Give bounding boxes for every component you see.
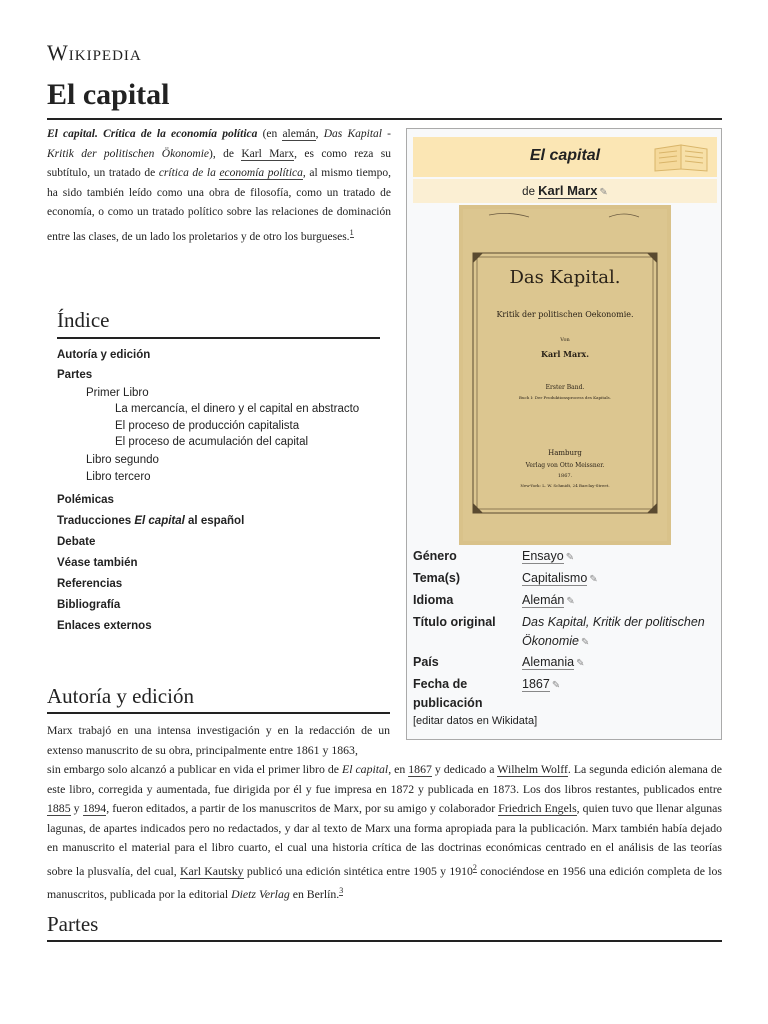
toc-item-bibliografia[interactable]: Bibliografía bbox=[57, 598, 121, 611]
para-text: , fueron editados, a partir de los manuscritos de Marx, por su amigo y colaborador bbox=[106, 801, 499, 816]
toc-item-primer-libro[interactable]: Primer Libro bbox=[86, 387, 149, 399]
cover-city: Hamburg bbox=[548, 449, 582, 457]
infobox-value bbox=[522, 547, 712, 567]
toc-text: Traducciones bbox=[57, 514, 135, 527]
section-divider bbox=[47, 940, 722, 942]
cover-printer: New-York: L. W. Schmidt, 24 Barclay-Street. bbox=[520, 483, 610, 488]
cover-von: Von bbox=[560, 337, 570, 343]
toc-item-vease[interactable]: Véase también bbox=[57, 556, 138, 569]
link-1894[interactable]: 1894 bbox=[82, 801, 107, 816]
para-text: sin embargo solo alcanzó a publicar en vida el primer libro de bbox=[47, 762, 342, 776]
para-text: . La segunda edición alemana de este libro, corregida y aumentada, fue dirigida por él y fue impresa en 1872 y publicada en 1873. Los dos libros restantes, publicados entre bbox=[47, 762, 722, 796]
toc-text: El capital bbox=[134, 514, 185, 527]
edit-pencil-icon[interactable]: ✎ bbox=[589, 574, 598, 585]
para-text: , en bbox=[388, 762, 409, 776]
infobox-value bbox=[522, 569, 712, 589]
link-wilhelm-wolff[interactable]: Wilhelm Wolff bbox=[497, 762, 568, 776]
original-title-value: Das Kapital, Kritik der politischen Ökonomie bbox=[522, 615, 705, 648]
table-of-contents bbox=[57, 308, 380, 637]
link-ensayo[interactable]: Ensayo bbox=[522, 549, 564, 563]
cover-buch: Buch I: Der Produktionsprocess des Kapitals. bbox=[519, 395, 611, 400]
cover-title: Das Kapital. bbox=[509, 267, 621, 288]
infobox-author-link[interactable]: Karl Marx bbox=[538, 183, 598, 198]
infobox-row-pais bbox=[413, 653, 717, 672]
infobox-label: Título original bbox=[413, 615, 496, 629]
link-aleman[interactable]: alemán bbox=[282, 128, 316, 140]
link-karl-marx[interactable]: Karl Marx bbox=[241, 147, 295, 160]
infobox-value bbox=[522, 675, 712, 695]
link-alemania[interactable]: Alemania bbox=[522, 655, 575, 669]
cover-subtitle: Kritik der politischen Oekonomie. bbox=[496, 310, 634, 319]
edit-pencil-icon[interactable]: ✎ bbox=[599, 187, 608, 198]
edit-pencil-icon[interactable]: ✎ bbox=[551, 680, 561, 691]
para-text: en Berlín. bbox=[289, 887, 340, 902]
link-friedrich-engels[interactable]: Friedrich Engels bbox=[498, 801, 577, 816]
section-heading-autoria: Autoría y edición bbox=[47, 684, 194, 708]
edit-pencil-icon[interactable]: ✎ bbox=[580, 637, 590, 648]
toc-item-produccion[interactable]: El proceso de producción capitalista bbox=[115, 419, 300, 432]
cover-band: Erster Band. bbox=[545, 384, 585, 391]
infobox bbox=[406, 128, 722, 740]
infobox-row-fecha bbox=[413, 675, 717, 713]
intro-text: , bbox=[315, 128, 324, 140]
paragraph-autoria-1: Marx trabajó en una intensa investigación y en la redacción de un extenso manuscrito de su obra, principalmente entre 1861 y 1863, bbox=[47, 723, 390, 757]
toc-item-referencias[interactable]: Referencias bbox=[57, 577, 123, 590]
infobox-label: Fecha de publicación bbox=[413, 677, 483, 710]
para-text: y dedicado a bbox=[431, 762, 498, 776]
link-karl-kautsky[interactable]: Karl Kautsky bbox=[180, 863, 244, 878]
intro-bold-title: El capital. Crítica de la economía política bbox=[47, 128, 258, 140]
para-text: conociéndose en 1956 una edición completa de los manuscritos, publicada por la editorial bbox=[47, 863, 722, 902]
link-1867-infobox[interactable]: 1867 bbox=[522, 677, 550, 691]
toc-item-traducciones[interactable] bbox=[57, 511, 380, 532]
para-italic: Dietz Verlag bbox=[231, 887, 290, 902]
infobox-label: País bbox=[413, 655, 439, 669]
cover-publisher: Verlag von Otto Meissner. bbox=[525, 462, 605, 469]
infobox-value bbox=[522, 613, 712, 652]
book-cover-image[interactable] bbox=[459, 205, 671, 545]
cover-year: 1867. bbox=[557, 473, 573, 479]
infobox-value bbox=[522, 591, 712, 611]
toc-item-polemicas[interactable]: Polémicas bbox=[57, 493, 114, 506]
toc-item-autoria[interactable]: Autoría y edición bbox=[57, 349, 151, 361]
toc-item-mercancia[interactable]: La mercancía, el dinero y el capital en abstracto bbox=[115, 403, 360, 415]
reference-3[interactable]: 3 bbox=[339, 886, 344, 896]
infobox-row-tema bbox=[413, 569, 717, 588]
infobox-label: Tema(s) bbox=[413, 571, 461, 585]
paragraph-autoria-2 bbox=[47, 760, 722, 905]
toc-item-debate[interactable]: Debate bbox=[57, 535, 96, 548]
intro-text: (en bbox=[257, 128, 283, 140]
wikipedia-logo[interactable]: Wikipedia bbox=[47, 40, 142, 65]
edit-pencil-icon[interactable]: ✎ bbox=[566, 596, 575, 607]
infobox-author bbox=[413, 179, 717, 203]
toc-item-libro-segundo[interactable]: Libro segundo bbox=[86, 453, 159, 466]
toc-item-libro-tercero[interactable]: Libro tercero bbox=[86, 470, 151, 483]
edit-pencil-icon[interactable]: ✎ bbox=[576, 658, 585, 669]
intro-original-title: Das Kapital - Kritik der politischen Ökonomie bbox=[47, 128, 391, 160]
edit-pencil-icon[interactable]: ✎ bbox=[565, 552, 575, 563]
infobox-row-idioma bbox=[413, 591, 717, 610]
infobox-label: Idioma bbox=[413, 593, 454, 607]
toc-text: al español bbox=[184, 514, 245, 527]
author-prefix: de bbox=[522, 186, 539, 198]
link-1867[interactable]: 1867 bbox=[408, 762, 432, 776]
para-italic: El capital bbox=[341, 762, 389, 776]
infobox-value bbox=[522, 653, 712, 673]
reference-2[interactable]: 2 bbox=[472, 862, 477, 872]
para-text: , quien tuvo que llenar algunas lagunas, de apartes indicados pero no redactados, y dar al texto de Marx una forma apropiada para la publicación. Marx también había dejado en manuscrito el material para el libro cuarto, el cual una historia crítica de las doctrinas económicas centrado en el análisis de las teorías sobre la plusvalía, del cual, bbox=[47, 801, 722, 878]
toc-title: Índice bbox=[57, 308, 380, 339]
cover-author: Karl Marx. bbox=[541, 349, 589, 359]
section-heading-partes: Partes bbox=[47, 912, 99, 936]
toc-item-partes[interactable]: Partes bbox=[57, 369, 93, 381]
infobox-title: El capital bbox=[529, 147, 601, 164]
infobox-header bbox=[413, 137, 717, 177]
intro-text: , al mismo tiempo, ha sido también leído como una obra de filosofía, como un tratado de economía, o como un tratado político sobre las relaciones de dominación entre las clases, de un lado los proletarios y de otro los burgueses. bbox=[47, 167, 391, 243]
infobox-row-titulo bbox=[413, 613, 717, 651]
link-aleman-infobox[interactable]: Alemán bbox=[522, 593, 565, 607]
page-title: El capital bbox=[47, 78, 170, 111]
intro-text: ), de bbox=[209, 147, 242, 160]
intro-italic: crítica de la bbox=[158, 167, 220, 180]
toc-item-acumulacion[interactable]: El proceso de acumulación del capital bbox=[115, 436, 309, 448]
edit-wikidata-link[interactable]: [editar datos en Wikidata] bbox=[413, 715, 538, 727]
section-divider bbox=[47, 712, 390, 714]
link-economia-politica[interactable]: economía política bbox=[219, 167, 303, 180]
title-divider bbox=[47, 118, 722, 120]
link-1885[interactable]: 1885 bbox=[47, 801, 71, 816]
infobox-label: Género bbox=[413, 549, 457, 563]
intro-paragraph bbox=[47, 125, 391, 247]
para-text: publicó una edición sintética entre 1905 y 1910 bbox=[243, 863, 473, 878]
intro-text: , es como reza su subtítulo, un tratado de bbox=[47, 147, 392, 180]
toc-item-enlaces[interactable]: Enlaces externos bbox=[57, 619, 152, 632]
para-text: y bbox=[70, 801, 83, 816]
infobox-row-genero bbox=[413, 547, 717, 566]
link-capitalismo[interactable]: Capitalismo bbox=[522, 571, 588, 585]
reference-1[interactable]: 1 bbox=[349, 227, 354, 237]
